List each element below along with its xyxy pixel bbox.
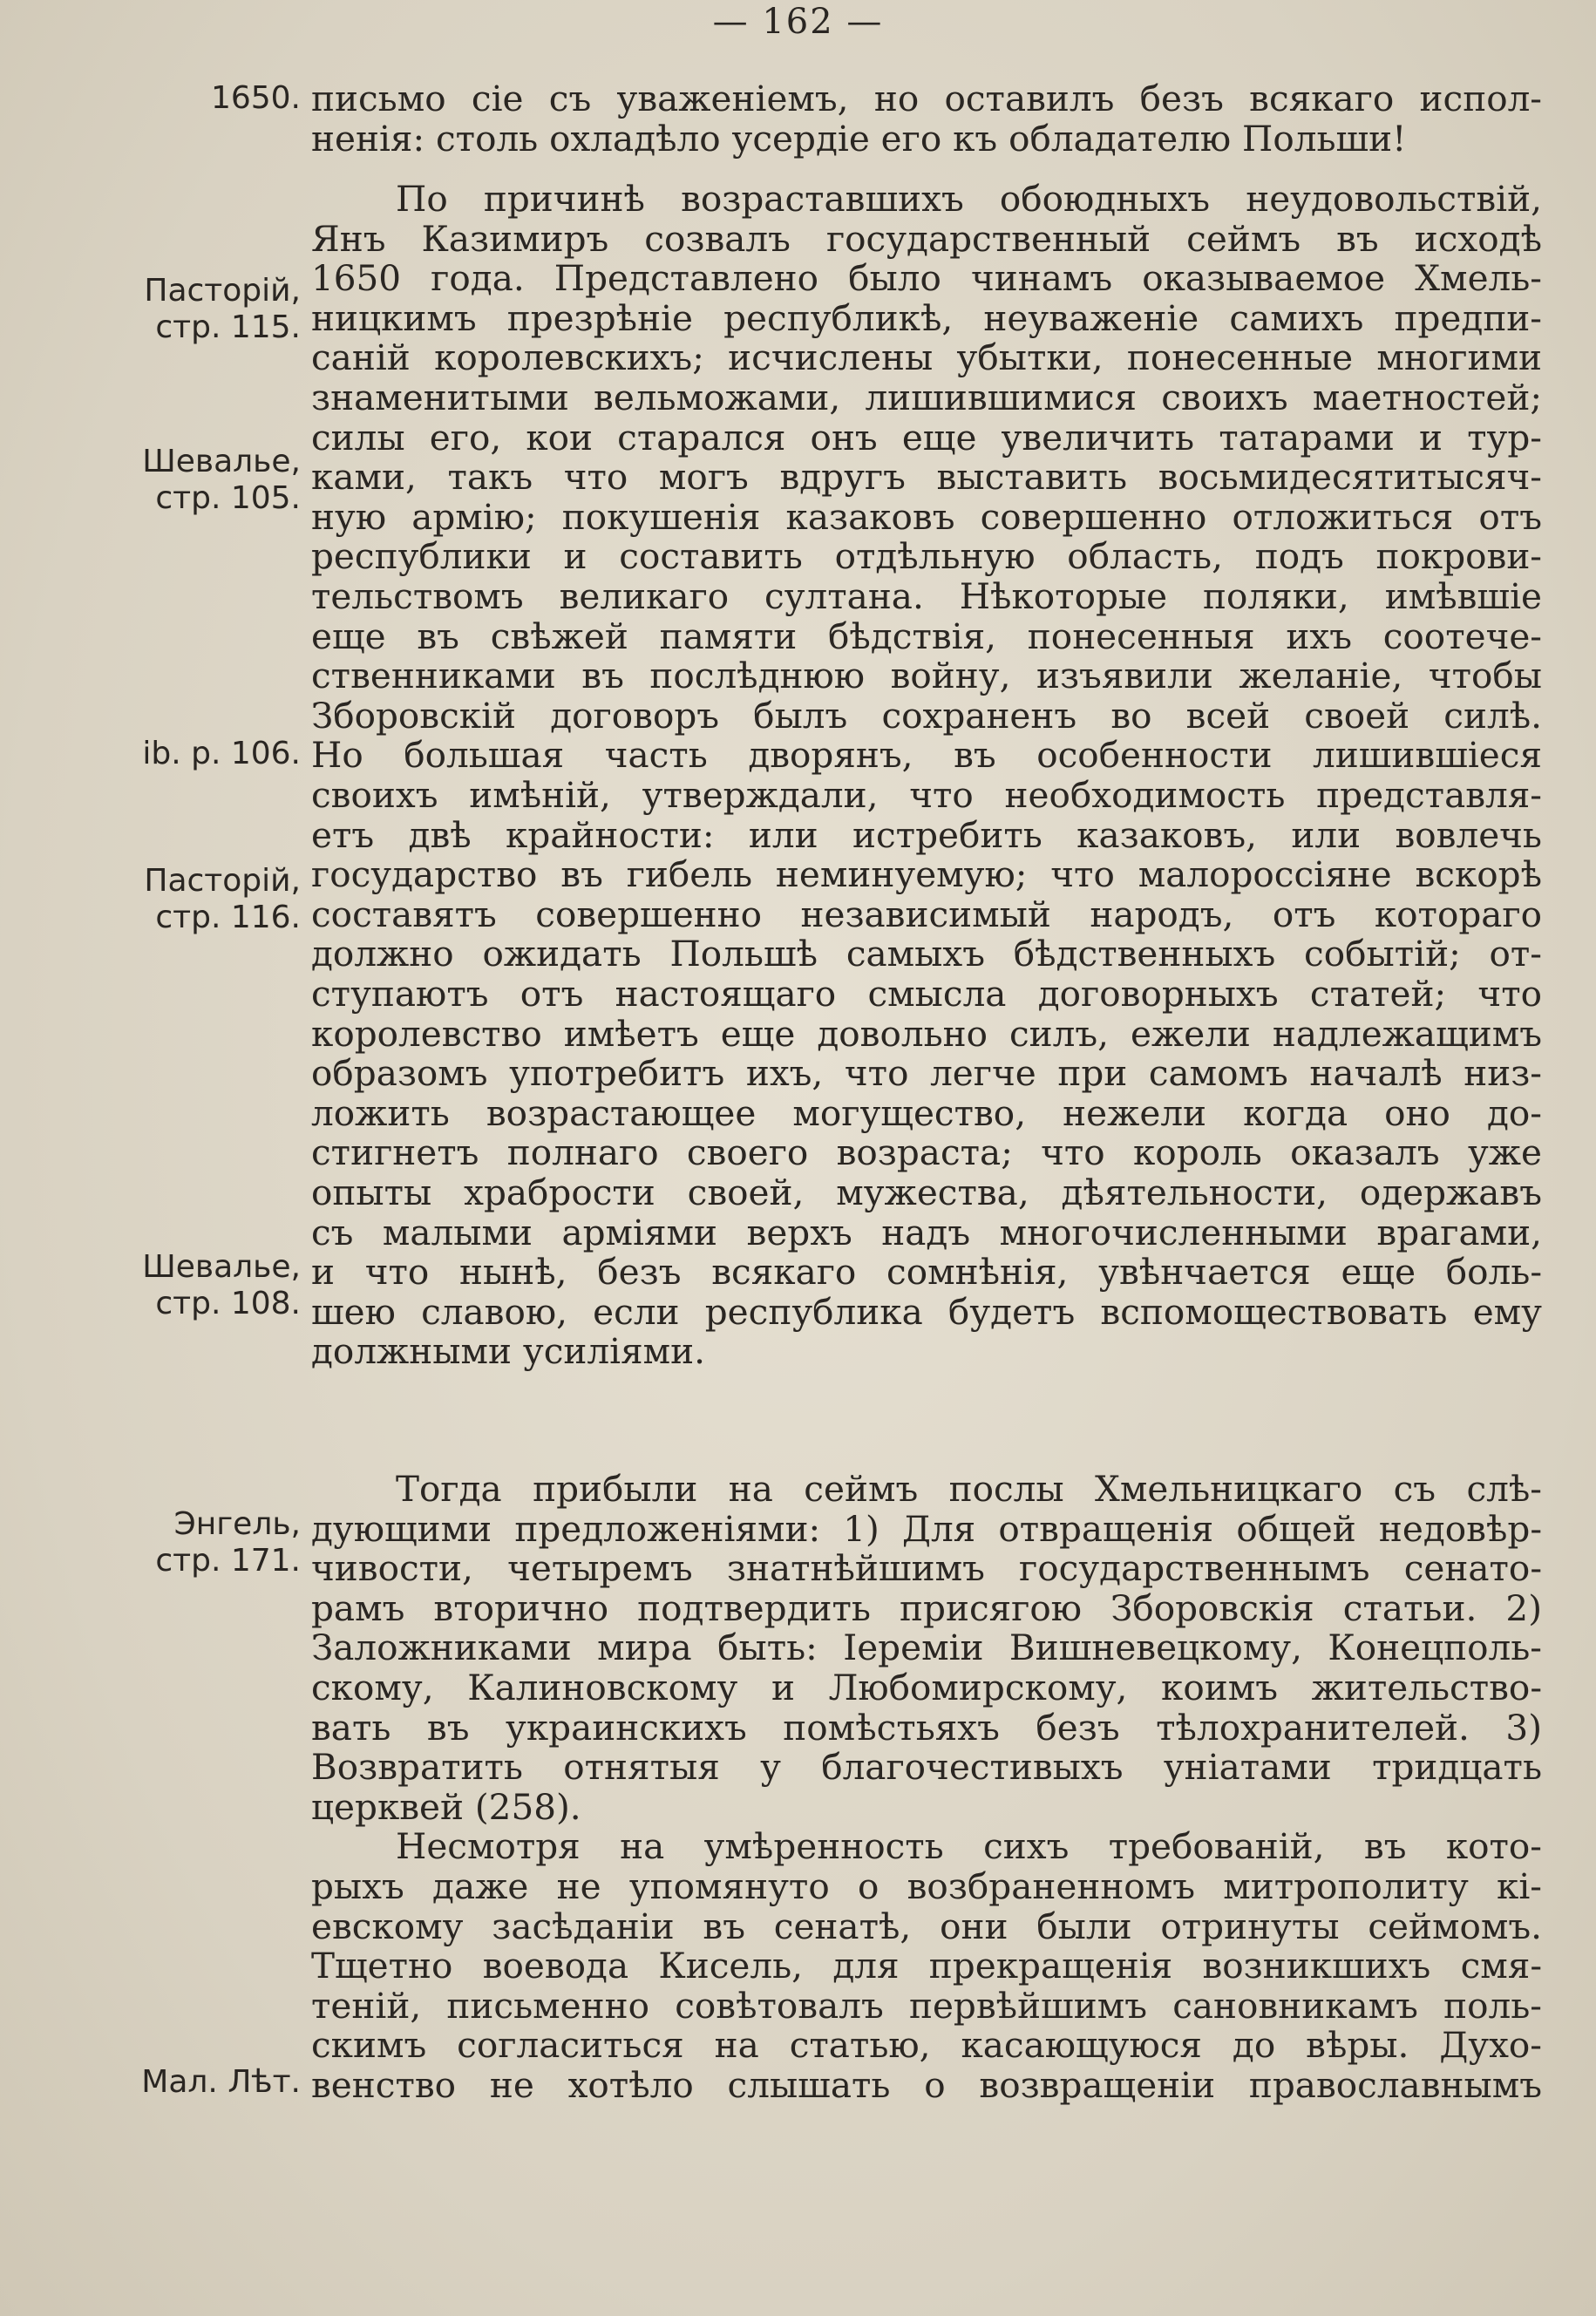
margin-note-line: стр. 116.	[155, 900, 301, 935]
text-line: теній, письменно совѣтовалъ первѣйшимъ сановникамъ поль-	[311, 1985, 1542, 2026]
text-line: Но большая часть дворянъ, въ особенности лишившіеся	[311, 735, 1542, 776]
text-line: дующими предложеніями: 1) Для отвращенія общей недовѣр-	[311, 1508, 1542, 1549]
text-line: саній королевскихъ; исчислены убытки, понесенные многими	[311, 337, 1542, 378]
text-line: королевство имѣетъ еще довольно силъ, ежели надлежащимъ	[311, 1013, 1542, 1054]
margin-note-line: Шевалье,	[142, 1249, 301, 1285]
text-line: ступаютъ отъ настоящаго смысла договорныхъ статей; что	[311, 974, 1542, 1014]
text-line: опыты храбрости своей, мужества, дѣятельности, одержавъ	[311, 1172, 1542, 1212]
text-line: образомъ употребитъ ихъ, что легче при самомъ началѣ низ-	[311, 1053, 1542, 1094]
text-line: своихъ имѣній, утверждали, что необходимость представля-	[311, 775, 1542, 815]
margin-note-line: Энгель,	[173, 1506, 301, 1542]
text-line: знаменитыми вельможами, лишившимися своихъ маетностей;	[311, 377, 1542, 418]
margin-note	[131, 736, 301, 772]
margin-note-line: стр. 105.	[155, 480, 301, 516]
text-line: По причинѣ возраставшихъ обоюдныхъ неудовольствій,	[396, 179, 1542, 219]
text-line: Заложниками мира быть: Іереміи Вишневецкому, Конецполь-	[311, 1627, 1542, 1668]
text-line: чивости, четыремъ знатнѣйшимъ государственнымъ сенато-	[311, 1548, 1542, 1589]
text-line: церквей (258).	[311, 1786, 581, 1827]
margin-note-line: Пасторій,	[144, 273, 301, 309]
margin-note-line: стр. 171.	[155, 1543, 301, 1579]
margin-note-line: стр. 115.	[155, 309, 301, 345]
margin-note	[131, 273, 301, 346]
text-line: Тщетно воевода Кисель, для прекращенія возникшихъ смя-	[311, 1946, 1542, 1987]
text-line: еще въ свѣжей памяти бѣдствія, понесенныя ихъ соотече-	[311, 615, 1542, 656]
text-line: евскому засѣданіи въ сенатѣ, они были отринуты сеймомъ.	[311, 1905, 1542, 1946]
margin-note-line: ib. p. 106.	[142, 736, 301, 771]
margin-note-line: Мал. Лѣт.	[141, 2064, 301, 2100]
margin-note	[131, 1249, 301, 1322]
text-line: рамъ вторично подтвердить присягою Зборовскія статьи. 2)	[311, 1587, 1542, 1628]
text-line: вать въ украинскихъ помѣстьяхъ безъ тѣлохранителей. 3)	[311, 1707, 1542, 1748]
text-line: рыхъ даже не упомянуто о возбраненномъ митрополиту кі-	[311, 1866, 1542, 1906]
text-line: Несмотря на умѣренность сихъ требованій, въ кото-	[396, 1826, 1542, 1867]
margin-note	[131, 1506, 301, 1579]
text-line: государство въ гибель неминуемую; что малороссіяне вскорѣ	[311, 854, 1542, 895]
text-line: должными усиліями.	[311, 1331, 706, 1372]
margin-note-line: 1650.	[210, 80, 301, 116]
margin-note	[131, 444, 301, 517]
text-line: Зборовскій договоръ былъ сохраненъ во всей своей силѣ.	[311, 695, 1542, 736]
text-line: составятъ совершенно независимый народъ, отъ котораго	[311, 893, 1542, 934]
text-line: должно ожидать Польшѣ самыхъ бѣдственныхъ событій; от-	[311, 934, 1542, 975]
text-line: тельствомъ великаго султана. Нѣкоторые поляки, имѣвшіе	[311, 576, 1542, 616]
text-line: скому, Калиновскому и Любомирскому, коимъ жительство-	[311, 1667, 1542, 1708]
text-line: скимъ согласиться на статью, касающуюся до вѣры. Духо-	[311, 2025, 1542, 2066]
margin-note-line: Пасторій,	[144, 863, 301, 899]
text-line: республики и составить отдѣльную область, подъ покрови-	[311, 536, 1542, 577]
page-number: — 162 —	[712, 2, 884, 42]
text-line: съ малыми арміями верхъ надъ многочисленными врагами,	[311, 1212, 1542, 1253]
text-line: Тогда прибыли на сеймъ послы Хмельницкаго съ слѣ-	[396, 1469, 1542, 1509]
text-line: письмо сіе съ уваженіемъ, но оставилъ безъ всякаго испол-	[311, 78, 1542, 119]
text-line: 1650 года. Представлено было чинамъ оказываемое Хмель-	[311, 258, 1542, 299]
text-line: венство не хотѣло слышать о возвращеніи православнымъ	[311, 2065, 1542, 2105]
text-line: ницкимъ презрѣніе республикѣ, неуваженіе самихъ предпи-	[311, 297, 1542, 338]
text-line: Янъ Казимиръ созвалъ государственный сеймъ въ исходѣ	[311, 218, 1542, 259]
text-line: ственниками въ послѣднюю войну, изъявили желаніе, чтобы	[311, 655, 1542, 696]
text-line: и что нынѣ, безъ всякаго сомнѣнія, увѣнчается еще боль-	[311, 1252, 1542, 1293]
text-line: ненія: столь охладѣло усердіе его къ обладателю Польши!	[311, 119, 1407, 159]
text-line: шею славою, если республика будетъ вспомоществовать ему	[311, 1291, 1542, 1332]
text-line: етъ двѣ крайности: или истребить казаковъ, или вовлечь	[311, 814, 1542, 855]
text-line: стигнетъ полнаго своего возраста; что король оказалъ уже	[311, 1132, 1542, 1173]
margin-note	[131, 80, 301, 117]
text-line: ную армію; покушенія казаковъ совершенно отложиться отъ	[311, 496, 1542, 537]
margin-note-line: Шевалье,	[142, 444, 301, 479]
margin-note	[131, 2064, 301, 2101]
margin-note	[131, 863, 301, 936]
text-line: ложить возрастающее могущество, нежели когда оно до-	[311, 1092, 1542, 1133]
text-line: ками, такъ что могъ вдругъ выставить восьмидесятитысяч-	[311, 457, 1542, 498]
text-line: силы его, кои старался онъ еще увеличить татарами и тур-	[311, 417, 1542, 458]
text-line: Возвратить отнятыя у благочестивыхъ уніатами тридцать	[311, 1747, 1542, 1788]
margin-note-line: стр. 108.	[155, 1286, 301, 1321]
